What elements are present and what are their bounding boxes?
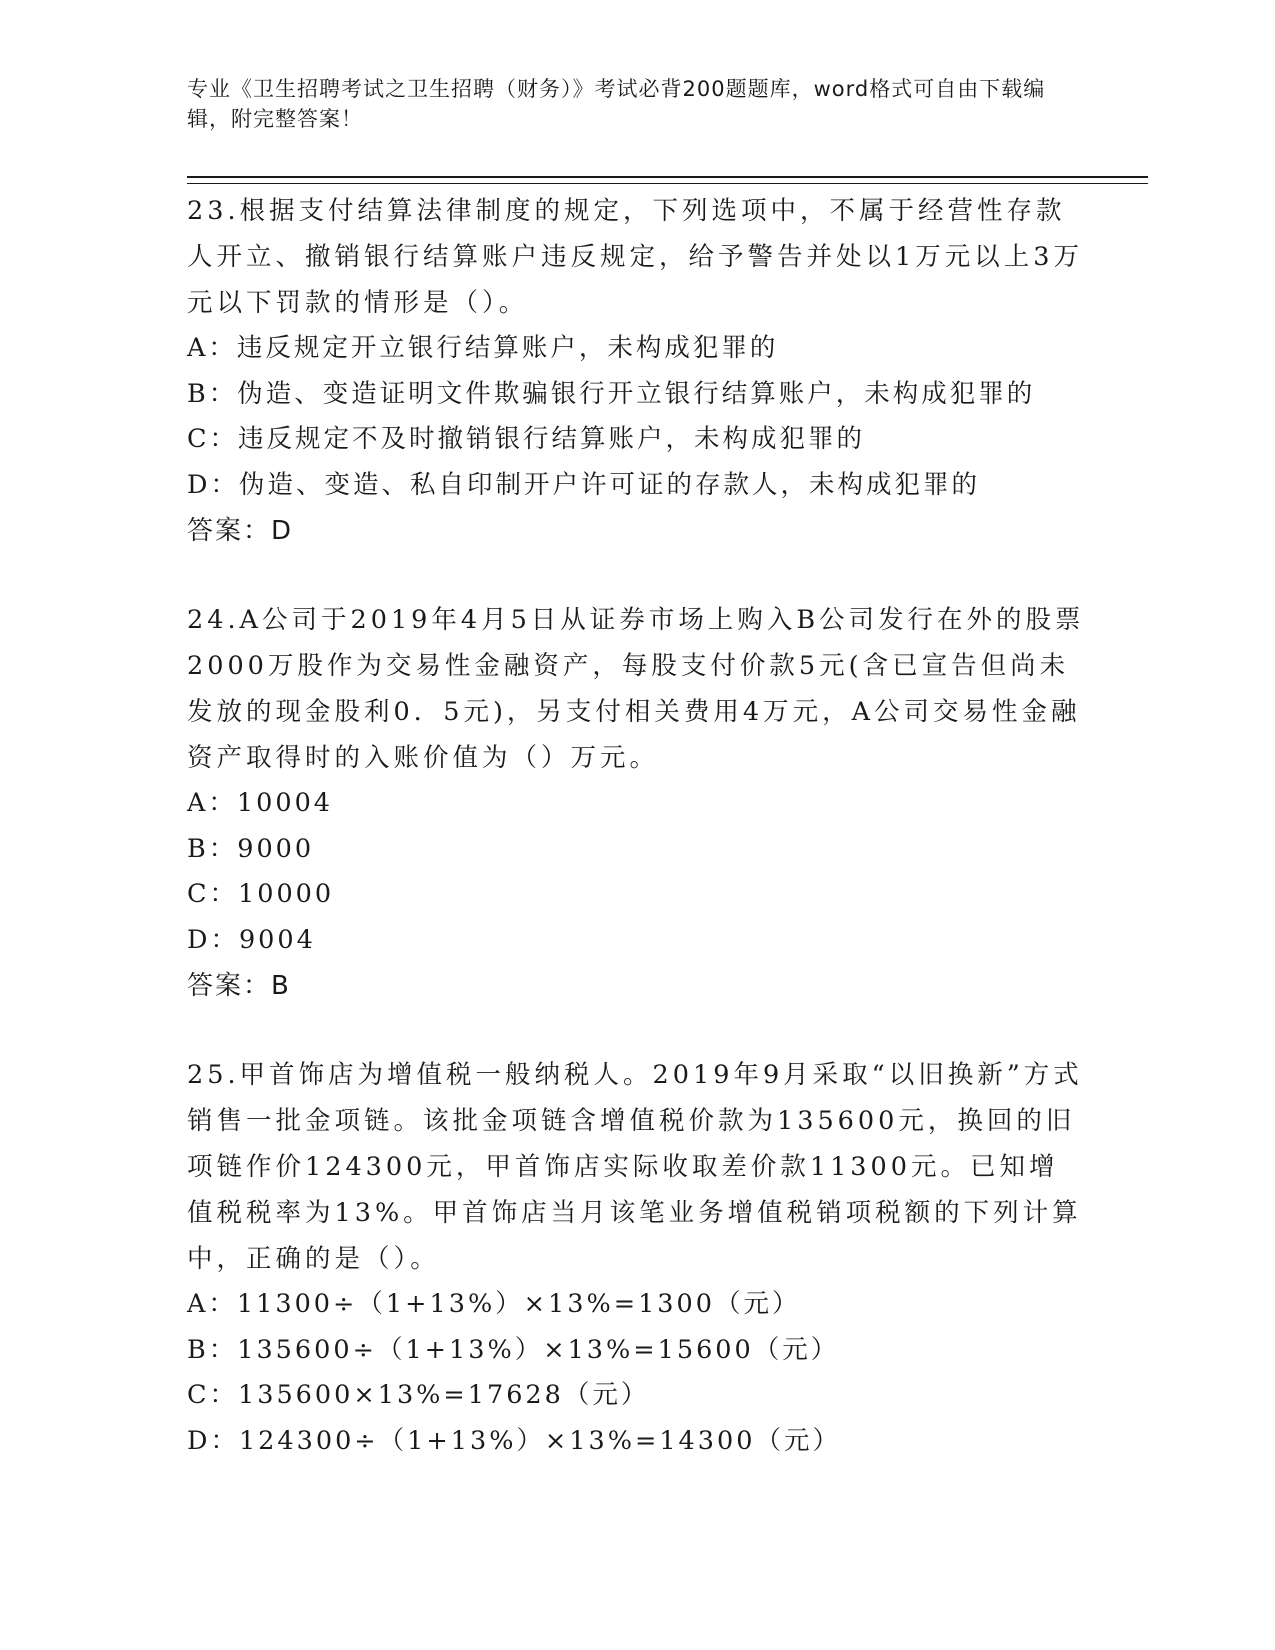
question-25 [187, 1052, 1087, 1464]
option-d: D：伪造、变造、私自印制开户许可证的存款人，未构成犯罪的 [187, 469, 980, 500]
answer-line: 答案：B [187, 971, 291, 1001]
document-header: 专业《卫生招聘考试之卫生招聘（财务）》考试必背200题题库，word格式可自由下载编辑，附完整答案！ [187, 77, 1046, 131]
question-stem: 25.甲首饰店为增值税一般纳税人。2019年9月采取“以旧换新”方式销售一批金项链。该批金项链含增值税价款为135600元，换回的旧项链作价124300元，甲首饰店实际收取差价款11300元。已知增值税税率为13%。甲首饰店当月该笔业务增值税销项税额的下列计算中，正确的是（）。 [187, 1060, 1083, 1274]
question-stem: 23.根据支付结算法律制度的规定，下列选项中，不属于经营性存款人开立、撤销银行结算账户违反规定，给予警告并处以1万元以上3万元以下罚款的情形是（）。 [187, 196, 1083, 318]
option-b: B：135600÷（1+13%）×13%=15600（元） [187, 1334, 840, 1365]
option-a: A：违反规定开立银行结算账户，未构成犯罪的 [187, 333, 779, 363]
option-a: A：11300÷（1+13%）×13%=1300（元） [187, 1289, 801, 1319]
question-23 [187, 188, 1087, 554]
option-d: D：124300÷（1+13%）×13%=14300（元） [187, 1425, 841, 1456]
option-c: C：违反规定不及时撤销银行结算账户，未构成犯罪的 [187, 424, 866, 454]
option-d: D：9004 [187, 924, 316, 955]
question-stem: 24.A公司于2019年4月5日从证券市场上购入B公司发行在外的股票2000万股作为交易性金融资产，每股支付价款5元(含已宣告但尚未发放的现金股利0．5元)，另支付相关费用4万元，A公司交易性金融资产取得时的入账价值为（）万元。 [187, 605, 1085, 773]
question-24 [187, 597, 1087, 1009]
option-b: B：9000 [187, 833, 315, 864]
option-b: B：伪造、变造证明文件欺骗银行开立银行结算账户，未构成犯罪的 [187, 378, 1036, 409]
header-divider-thin [187, 183, 1148, 184]
option-c: C：135600×13%=17628（元） [187, 1380, 650, 1410]
header-divider-thick [187, 176, 1148, 178]
option-a: A：10004 [187, 788, 334, 818]
option-c: C：10000 [187, 879, 335, 909]
answer-line: 答案：D [187, 516, 294, 546]
